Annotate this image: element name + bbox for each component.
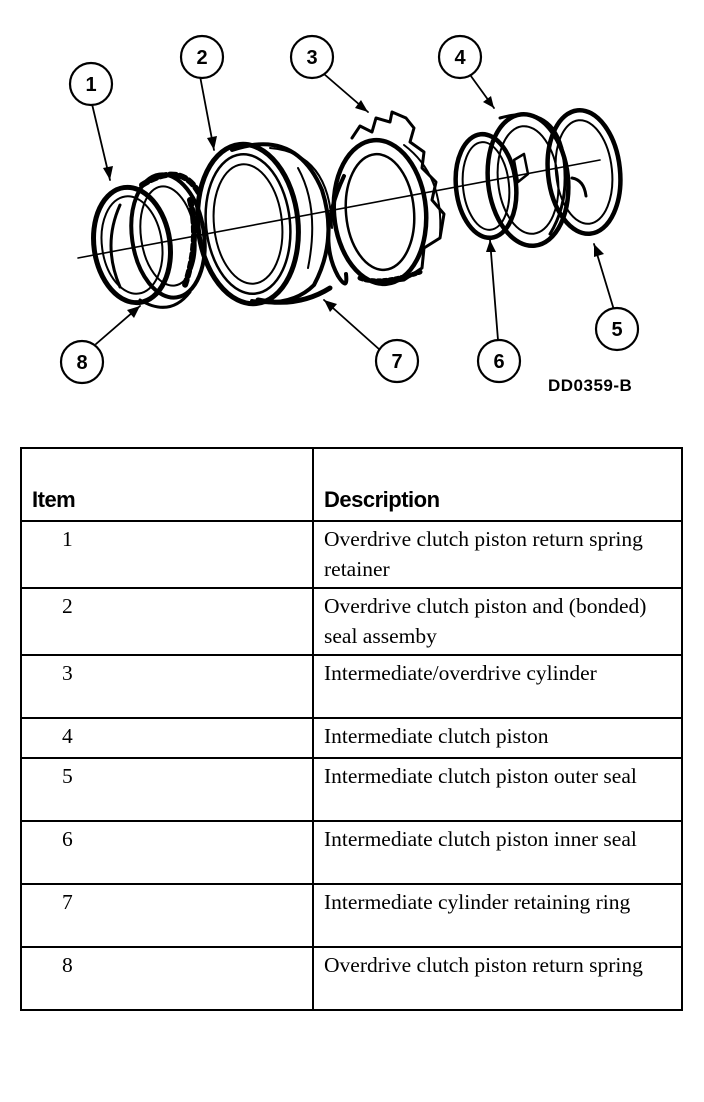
- callout-1-label: 1: [85, 74, 97, 96]
- callout-4-label: 4: [454, 47, 466, 69]
- row-item-number: 5: [21, 758, 313, 821]
- callout-8-label: 8: [76, 352, 88, 374]
- table-row: [21, 758, 682, 821]
- row-item-number: 3: [21, 655, 313, 718]
- row-item-number: 4: [21, 718, 313, 758]
- row-description: Intermediate clutch piston inner seal: [313, 821, 682, 884]
- table-header-row: [21, 448, 682, 521]
- row-description: Intermediate cylinder retaining ring: [313, 884, 682, 947]
- callout-2-label: 2: [196, 47, 208, 69]
- callout-5-label: 5: [611, 319, 623, 341]
- row-description: Intermediate/overdrive cylinder: [313, 655, 682, 718]
- row-item-number: 7: [21, 884, 313, 947]
- table-row: [21, 655, 682, 718]
- callout-7: [376, 340, 418, 382]
- table-row: [21, 521, 682, 588]
- figure-code: DD0359-B: [548, 376, 633, 395]
- row-description: Intermediate clutch piston: [313, 718, 682, 758]
- row-item-number: 2: [21, 588, 313, 655]
- exploded-view-figure: [0, 0, 704, 420]
- row-description: Intermediate clutch piston outer seal: [313, 758, 682, 821]
- callout-3: [291, 36, 333, 78]
- row-description: Overdrive clutch piston return spring retainer: [313, 521, 682, 588]
- row-item-number: 1: [21, 521, 313, 588]
- callout-5: [596, 308, 638, 350]
- callout-2: [181, 36, 223, 78]
- table-row: [21, 821, 682, 884]
- parts-legend-table: [20, 447, 683, 1011]
- row-item-number: 6: [21, 821, 313, 884]
- callout-4: [439, 36, 481, 78]
- callout-8: [61, 341, 103, 383]
- callout-1: [70, 63, 112, 105]
- callout-6-label: 6: [493, 351, 505, 373]
- row-description: Overdrive clutch piston return spring: [313, 947, 682, 1010]
- table-row: [21, 947, 682, 1010]
- row-description: Overdrive clutch piston and (bonded) seal assemby: [313, 588, 682, 655]
- leader-lines: [92, 72, 614, 350]
- table-row: [21, 588, 682, 655]
- table-row: [21, 718, 682, 758]
- header-description: Description: [313, 448, 682, 521]
- row-item-number: 8: [21, 947, 313, 1010]
- table-row: [21, 884, 682, 947]
- clutch-assembly-drawing: [0, 0, 704, 420]
- part-5-outer-seal: [542, 107, 627, 238]
- callout-6: [478, 340, 520, 382]
- callout-7-label: 7: [391, 351, 403, 373]
- header-item: Item: [21, 448, 313, 521]
- callout-3-label: 3: [306, 47, 318, 69]
